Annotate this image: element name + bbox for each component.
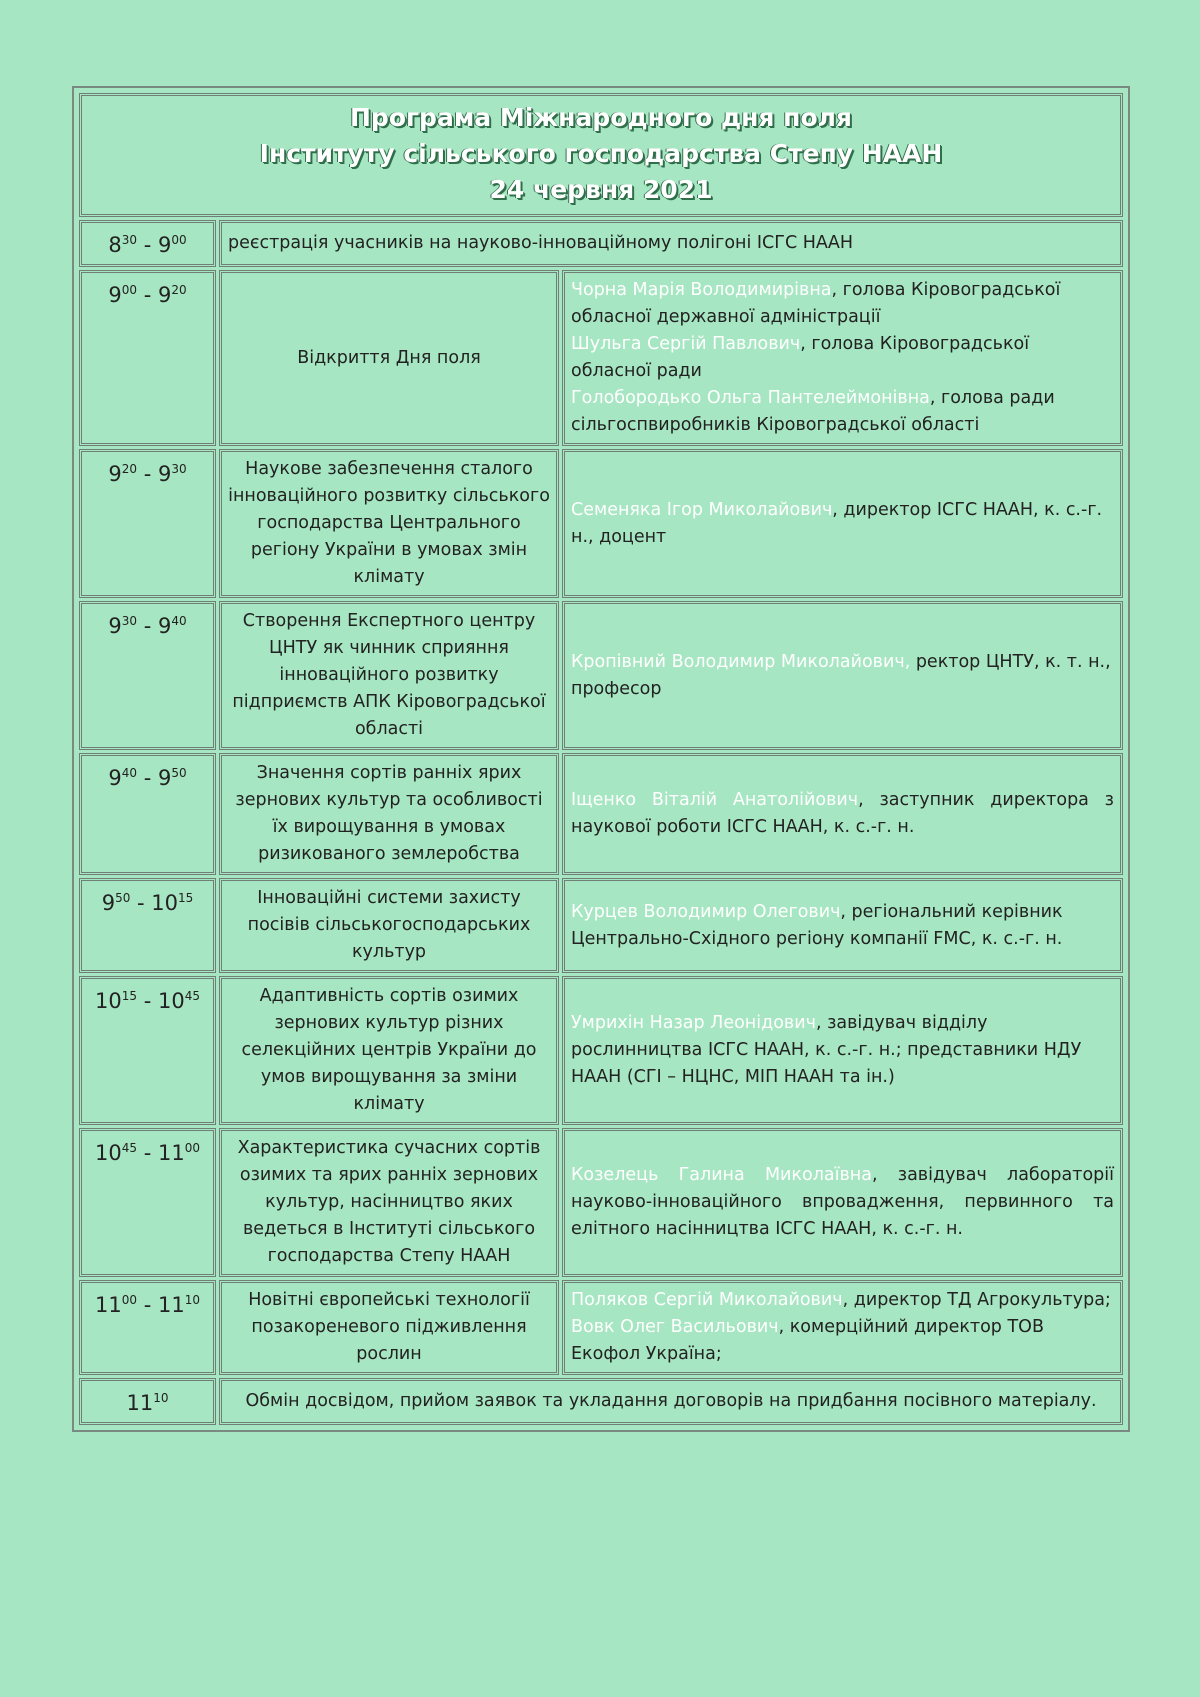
time-start-hour: 9: [108, 462, 122, 486]
time-start-minutes: 10: [153, 1391, 169, 1405]
time-start-minutes: 00: [121, 283, 138, 297]
time-end-hour: 9: [157, 462, 172, 486]
speaker-name: Іщенко Віталій Анатолійович: [571, 790, 859, 810]
time-cell: [79, 270, 216, 446]
time-cell: [79, 753, 216, 875]
time-end-minutes: 50: [171, 766, 187, 780]
time-end-hour: 9: [157, 233, 172, 257]
activity-cell: Обмін досвідом, прийом заявок та укладання договорів на придбання посівного матеріалу.: [219, 1378, 1123, 1425]
time-cell: [79, 878, 216, 973]
title-line-1: Програма Міжнародного дня поля: [350, 103, 852, 132]
time-start-hour: 10: [95, 1141, 122, 1165]
time-cell: [79, 449, 216, 598]
topic-cell: Адаптивність сортів озимих зернових культур різних селекційних центрів України до умов вирощування за зміни клімату: [219, 976, 559, 1125]
time-separator: -: [137, 1141, 158, 1165]
speaker-entry: [571, 899, 1114, 953]
time-start-minutes: 45: [121, 1141, 138, 1155]
time-end-minutes: 10: [184, 1293, 200, 1307]
speaker-name: Курцев Володимир Олегович: [571, 901, 841, 922]
time-end-minutes: 00: [184, 1141, 200, 1155]
time-separator: -: [137, 614, 158, 638]
speaker-name: Поляков Сергій Миколайович: [571, 1290, 843, 1310]
time-start-minutes: 30: [121, 614, 138, 628]
speaker-entry: [571, 385, 1114, 439]
time-end-hour: 10: [151, 891, 179, 915]
speaker-cell: [562, 976, 1123, 1125]
time-end-hour: 9: [157, 614, 172, 638]
speaker-entry: [571, 787, 1114, 841]
speaker-cell: [562, 601, 1123, 750]
time-start-minutes: 00: [121, 1293, 138, 1307]
time-separator: -: [137, 462, 158, 486]
time-cell: [79, 601, 216, 750]
time-end-hour: 9: [157, 766, 172, 790]
speaker-role: , голова Кіровоградської обласної ради: [571, 334, 1030, 381]
time-end-minutes: 45: [184, 989, 200, 1003]
time-end-minutes: 20: [171, 283, 187, 297]
time-start-hour: 10: [95, 989, 122, 1013]
program-frame: [72, 86, 1130, 1432]
topic-cell: Наукове забезпечення сталого інноваційного розвитку сільського господарства Центрального регіону України в умовах змін клімату: [219, 449, 559, 598]
title-line-2: Інституту сільського господарства Степу НААН: [259, 139, 943, 168]
speaker-cell: [562, 270, 1123, 446]
program-table: [76, 90, 1126, 1428]
speaker-entry: [571, 277, 1114, 331]
speaker-name: Кропівний Володимир Миколайович,: [571, 651, 911, 672]
time-cell: [79, 1280, 216, 1375]
speaker-entry: [571, 1314, 1114, 1368]
schedule-row: [79, 449, 1123, 598]
speaker-entry: [571, 1162, 1114, 1243]
time-separator: -: [137, 1293, 158, 1317]
speaker-cell: [562, 753, 1123, 875]
schedule-row: [79, 753, 1123, 875]
speaker-role: ректор ЦНТУ, к. т. н., професор: [571, 651, 1111, 699]
time-start-minutes: 50: [115, 891, 131, 905]
time-start-hour: 9: [108, 614, 122, 638]
time-separator: -: [137, 766, 158, 790]
speaker-role: , завідувач відділу рослинництва ІСГС НААН, к. с.-г. н.; представники НДУ НААН (СГІ – НЦНС, МІП НААН та ін.): [571, 1013, 1082, 1087]
time-start-hour: 8: [108, 233, 122, 257]
topic-cell: Створення Експертного центру ЦНТУ як чинник сприяння інноваційного розвитку підприємств АПК Кіровоградської області: [219, 601, 559, 750]
schedule-row: [79, 601, 1123, 750]
activity-cell: реєстрація учасників на науково-інноваційному полігоні ІСГС НААН: [219, 220, 1123, 267]
time-start-hour: 9: [108, 283, 122, 307]
time-start-minutes: 40: [121, 766, 138, 780]
time-start-minutes: 15: [121, 989, 138, 1003]
schedule-row: [79, 976, 1123, 1125]
schedule-row: [79, 220, 1123, 267]
topic-cell: Відкриття Дня поля: [219, 270, 559, 446]
time-cell: [79, 220, 216, 267]
time-end-hour: 11: [157, 1141, 185, 1165]
speaker-role: , заступник директора з наукової роботи ІСГС НААН, к. с.-г. н.: [571, 790, 1114, 837]
speaker-entry: [571, 497, 1114, 551]
time-end-hour: 9: [157, 283, 172, 307]
schedule-row: [79, 878, 1123, 973]
speaker-name: Чорна Марія Володимирівна: [571, 280, 832, 300]
schedule-row: [79, 1378, 1123, 1425]
speaker-entry: [571, 1010, 1114, 1091]
speaker-name: Умрихін Назар Леонідович: [571, 1013, 816, 1033]
speaker-role: , комерційний директор ТОВ Екофол Україна;: [571, 1317, 1044, 1364]
page-title: [79, 93, 1123, 217]
title-row: [79, 93, 1123, 217]
time-separator: -: [130, 891, 152, 915]
speaker-role: , завідувач лабораторії науково-інноваційного впровадження, первинного та елітного насінництва ІСГС НААН, к. с.-г. н.: [571, 1165, 1114, 1239]
topic-cell: Значення сортів ранніх ярих зернових культур та особливості їх вирощування в умовах ризикованого землеробства: [219, 753, 559, 875]
time-start-hour: 9: [108, 766, 122, 790]
speaker-name: Семеняка Ігор Миколайович: [571, 499, 833, 520]
time-end-hour: 11: [157, 1293, 185, 1317]
topic-cell: Характеристика сучасних сортів озимих та ярих ранніх зернових культур, насінництво яких ведеться в Інституті сільського господарства Степу НААН: [219, 1128, 559, 1277]
time-separator: -: [137, 283, 158, 307]
speaker-role: , директор ІСГС НААН, к. с.-г. н., доцент: [571, 499, 1103, 547]
speaker-role: , голова ради сільгоспвиробників Кіровоградської області: [571, 388, 1055, 435]
speaker-entry: [571, 649, 1114, 703]
speaker-cell: [562, 1128, 1123, 1277]
time-end-minutes: 30: [171, 462, 187, 476]
time-cell: [79, 1378, 216, 1425]
time-start-hour: 11: [95, 1293, 122, 1317]
speaker-name: Козелець Галина Миколаївна: [571, 1165, 872, 1185]
speaker-cell: [562, 878, 1123, 973]
time-end-minutes: 00: [171, 233, 187, 247]
time-separator: -: [137, 233, 158, 257]
speaker-role: , директор ТД Агрокультура;: [842, 1290, 1111, 1310]
title-line-3: 24 червня 2021: [489, 175, 713, 204]
time-start-hour: 11: [126, 1391, 154, 1415]
speaker-name: Голобородько Ольга Пантелеймонівна: [571, 388, 930, 408]
speaker-role: , регіональний керівник Центрально-Східного регіону компанії FMC, к. с.-г. н.: [571, 901, 1063, 949]
speaker-cell: [562, 1280, 1123, 1375]
topic-cell: Новітні європейські технології позакореневого підживлення рослин: [219, 1280, 559, 1375]
time-cell: [79, 976, 216, 1125]
speaker-role: , голова Кіровоградської обласної державної адміністрації: [571, 280, 1061, 327]
speaker-name: Вовк Олег Васильович: [571, 1317, 779, 1337]
time-end-hour: 10: [157, 989, 185, 1013]
topic-cell: Інноваційні системи захисту посівів сільськогосподарських культур: [219, 878, 559, 973]
time-separator: -: [137, 989, 158, 1013]
time-end-minutes: 40: [171, 614, 187, 628]
schedule-row: [79, 1280, 1123, 1375]
time-start-minutes: 30: [121, 233, 138, 247]
time-start-hour: 9: [101, 891, 116, 915]
time-end-minutes: 15: [178, 891, 194, 905]
time-cell: [79, 1128, 216, 1277]
speaker-entry: [571, 1287, 1114, 1314]
speaker-entry: [571, 331, 1114, 385]
speaker-cell: [562, 449, 1123, 598]
speaker-name: Шульга Сергій Павлович: [571, 334, 801, 354]
schedule-row: [79, 270, 1123, 446]
schedule-row: [79, 1128, 1123, 1277]
time-start-minutes: 20: [121, 462, 138, 476]
